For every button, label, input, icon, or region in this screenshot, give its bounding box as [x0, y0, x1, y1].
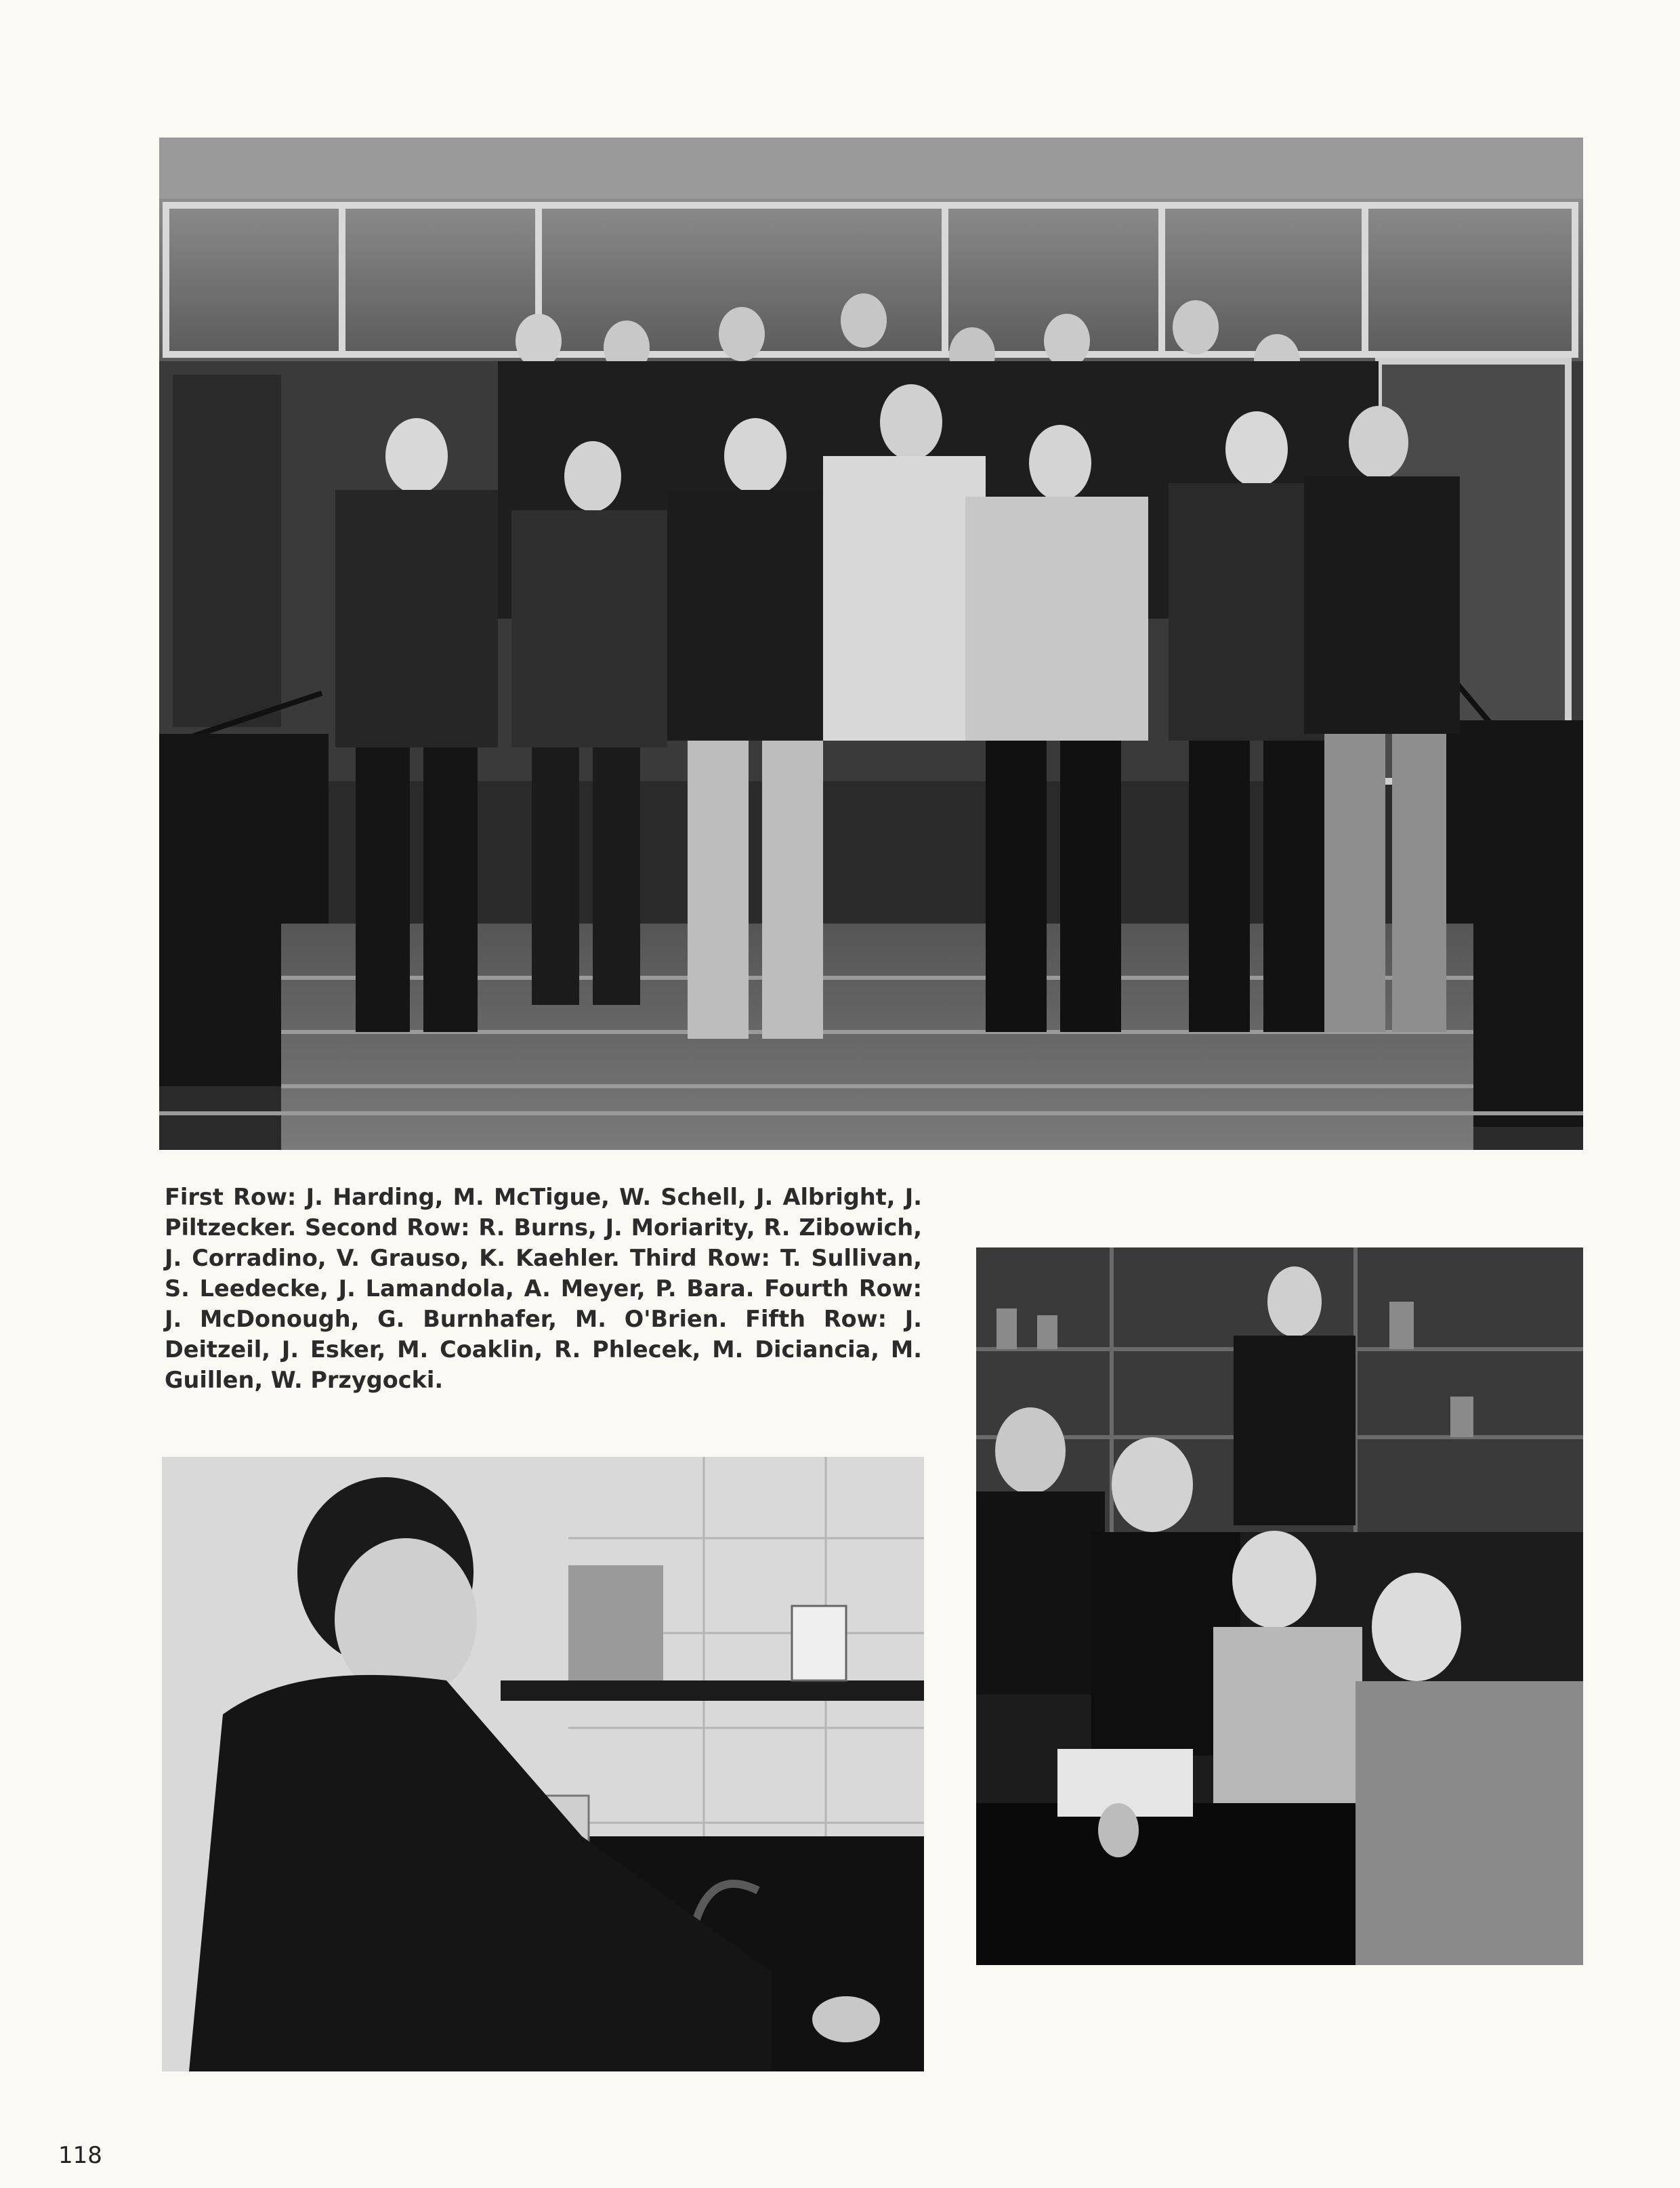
page-number: 118 [58, 2142, 102, 2169]
photo-caption: First Row: J. Harding, M. McTigue, W. Schell, J. Albright, J. Piltzecker. Second Row: R. Burns, J. Moriarity, R. Zibowich, J. Corradino, V. Grauso, K. Kaehler. Third Row: T. Sullivan, S. Leedecke, J. Lamandola, A. Meyer, P. Bara. Fourth Row: J. McDonough, G. Burnhafer, M. O'Brien. Fifth Row: J. Deitzeil, J. Esker, M. Coaklin, R. Phlecek, M. Diciancia, M. Guillen, W. Przygocki. [165, 1184, 922, 1393]
lab-student-photo [162, 1457, 924, 2071]
group-photo [159, 138, 1583, 1150]
lab-group-photo [976, 1247, 1583, 1965]
